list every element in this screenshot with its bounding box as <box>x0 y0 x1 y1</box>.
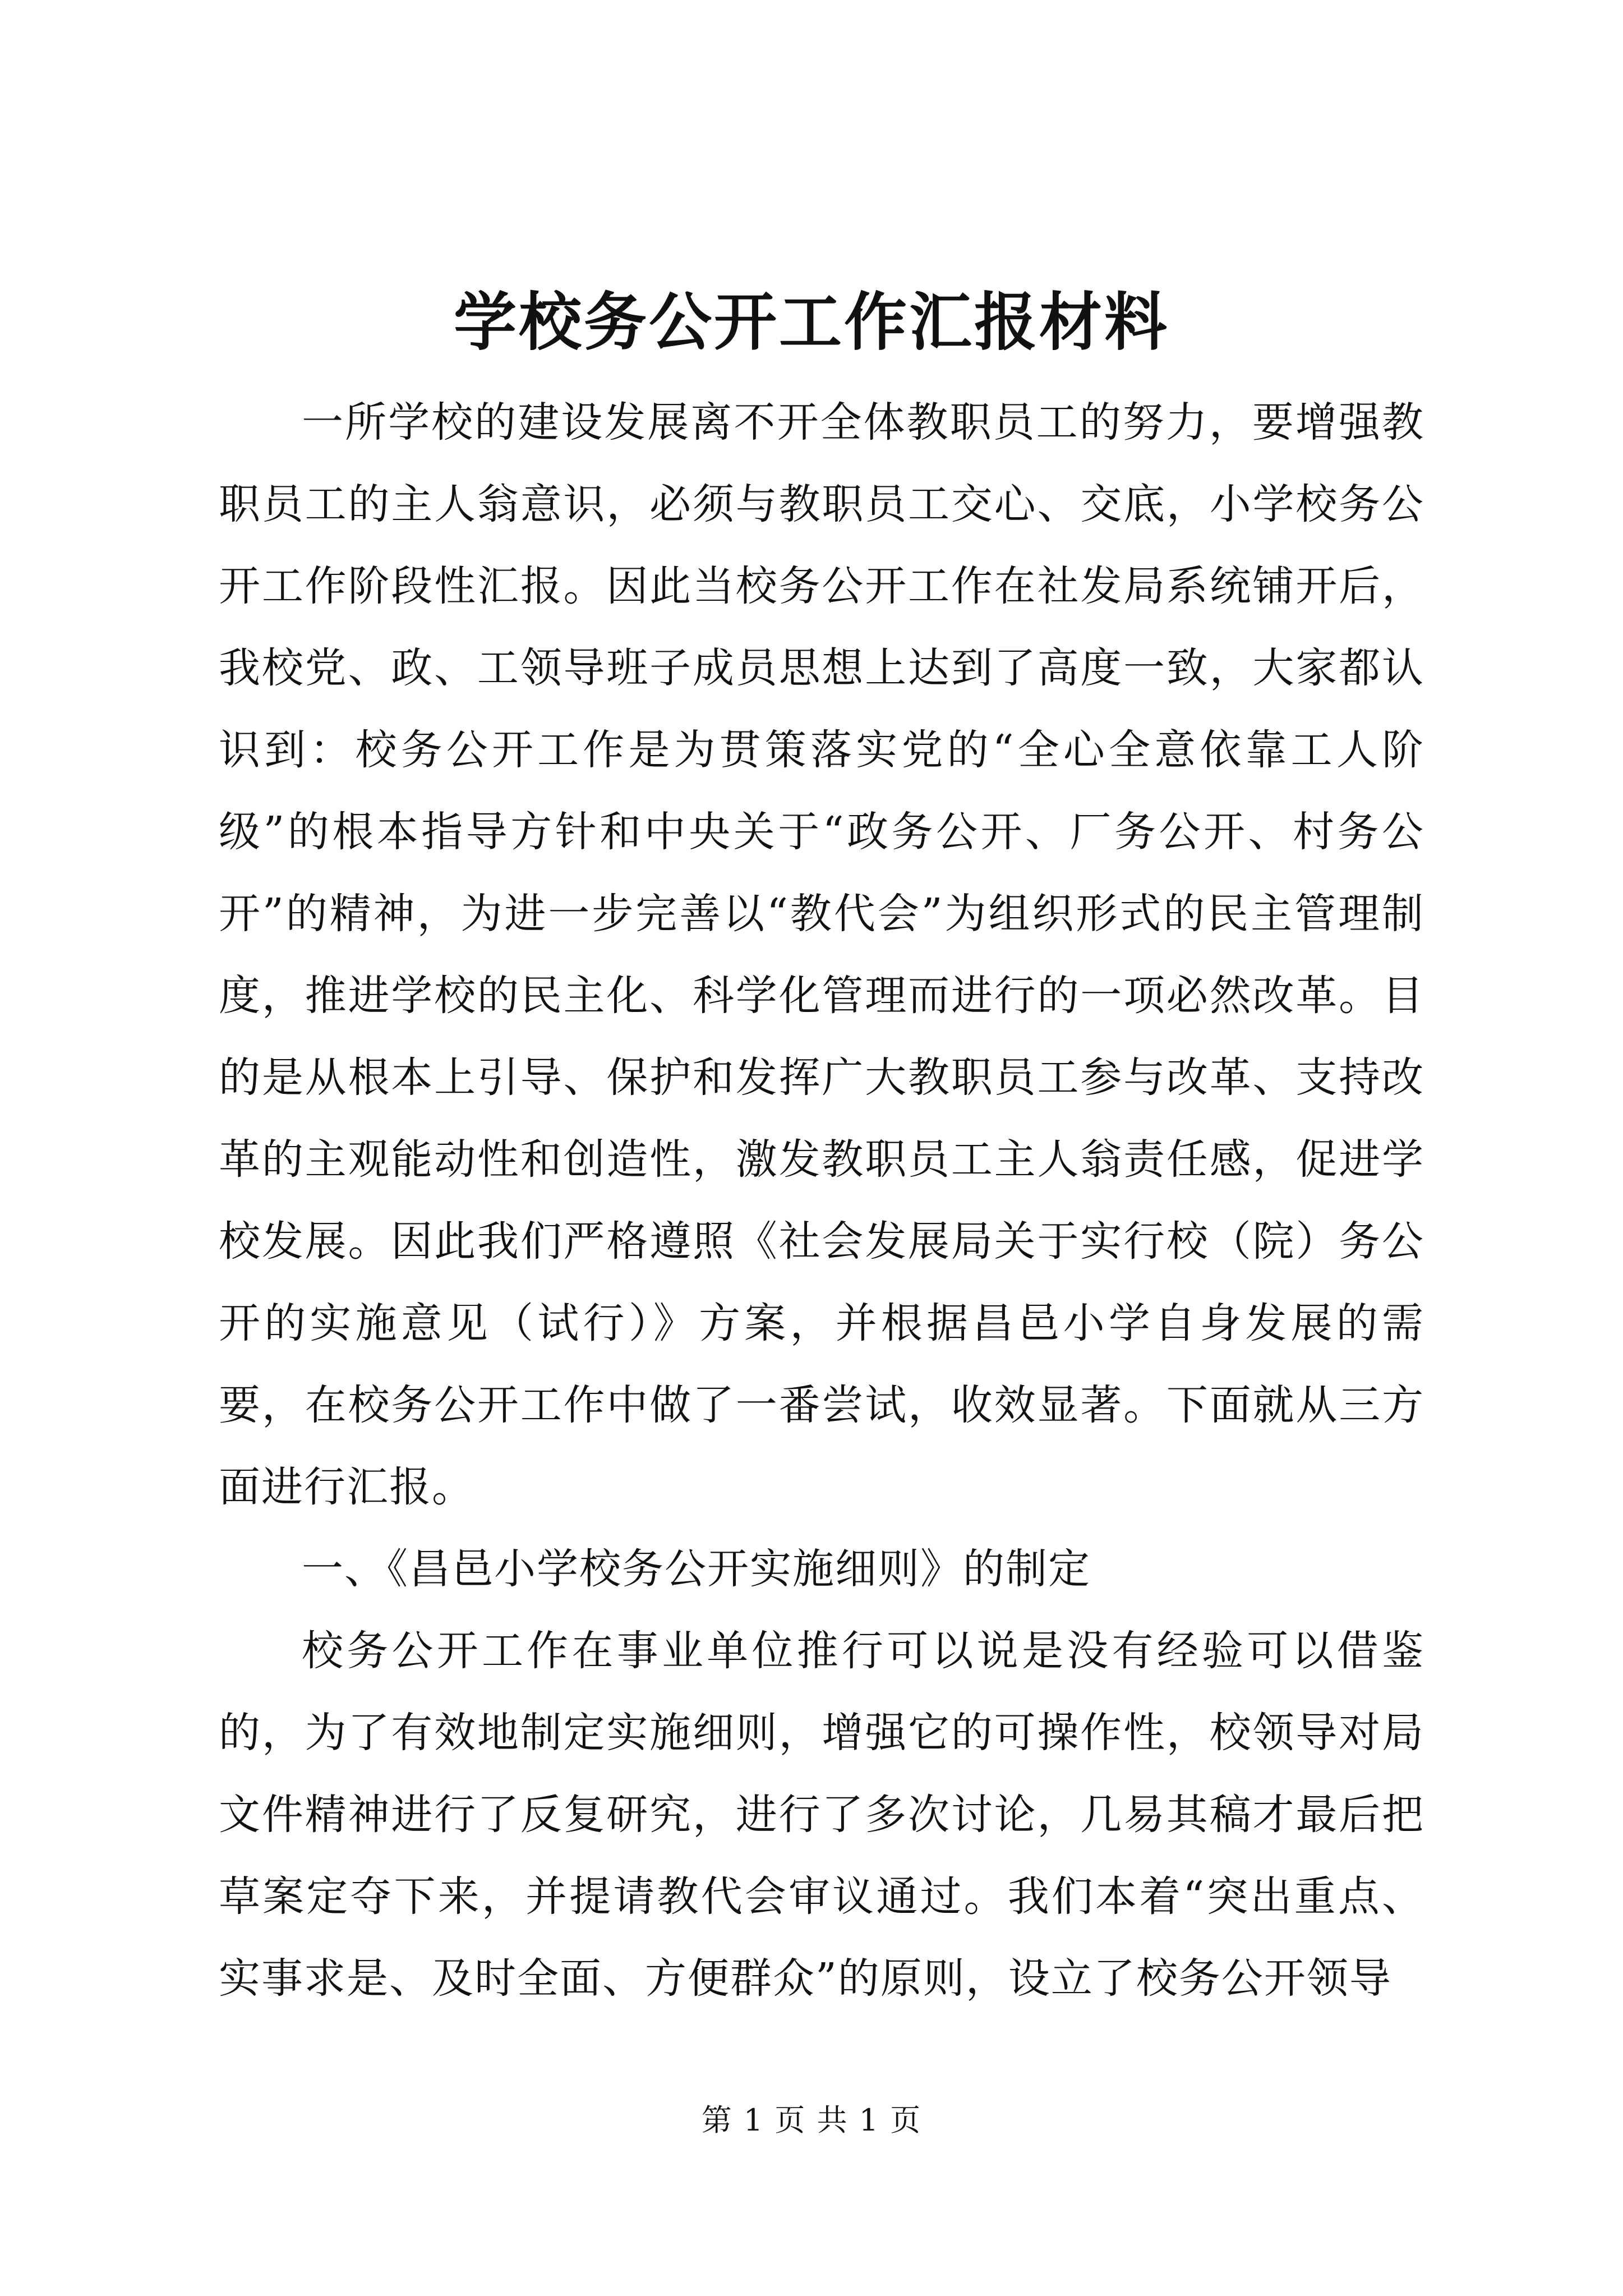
page-footer: 第 1 页 共 1 页 <box>701 2102 922 2138</box>
document-title: 学校务公开工作汇报材料 <box>454 286 1169 359</box>
section-heading-1: 一、《昌邑小学校务公开实施细则》的制定 <box>302 1545 1091 1593</box>
paragraph-section-1: 校务公开工作在事业单位推行可以说是没有经验可以借鉴的，为了有效地制定实施细则，增强它的可操作性，校领导对局文件精神进行了反复研究，进行了多次讨论，几易其稿才最后把草案定夺下来，并提请教代会审议通过。我们本着“突出重点、实事求是、及时全面、方便群众”的原则，设立了校务公开领导 <box>219 1627 1424 2003</box>
document-body <box>219 381 1424 2019</box>
paragraph-intro: 一所学校的建设发展离不开全体教职员工的努力，要增强教职员工的主人翁意识，必须与教职员工交心、交底，小学校务公开工作阶段性汇报。因此当校务公开工作在社发局系统铺开后，我校党、政、工领导班子成员思想上达到了高度一致，大家都认识到：校务公开工作是为贯策落实党的“全心全意依靠工人阶级”的根本指导方针和中央关于“政务公开、厂务公开、村务公开”的精神，为进一步完善以“教代会”为组织形式的民主管理制度，推进学校的民主化、科学化管理而进行的一项必然改革。目的是从根本上引导、保护和发挥广大教职员工参与改革、支持改革的主观能动性和创造性，激发教职员工主人翁责任感，促进学校发展。因此我们严格遵照《社会发展局关于实行校（院）务公开的实施意见（试行）》方案，并根据昌邑小学自身发展的需要，在校务公开工作中做了一番尝试，收效显著。下面就从三方面进行汇报。 <box>219 398 1424 1511</box>
